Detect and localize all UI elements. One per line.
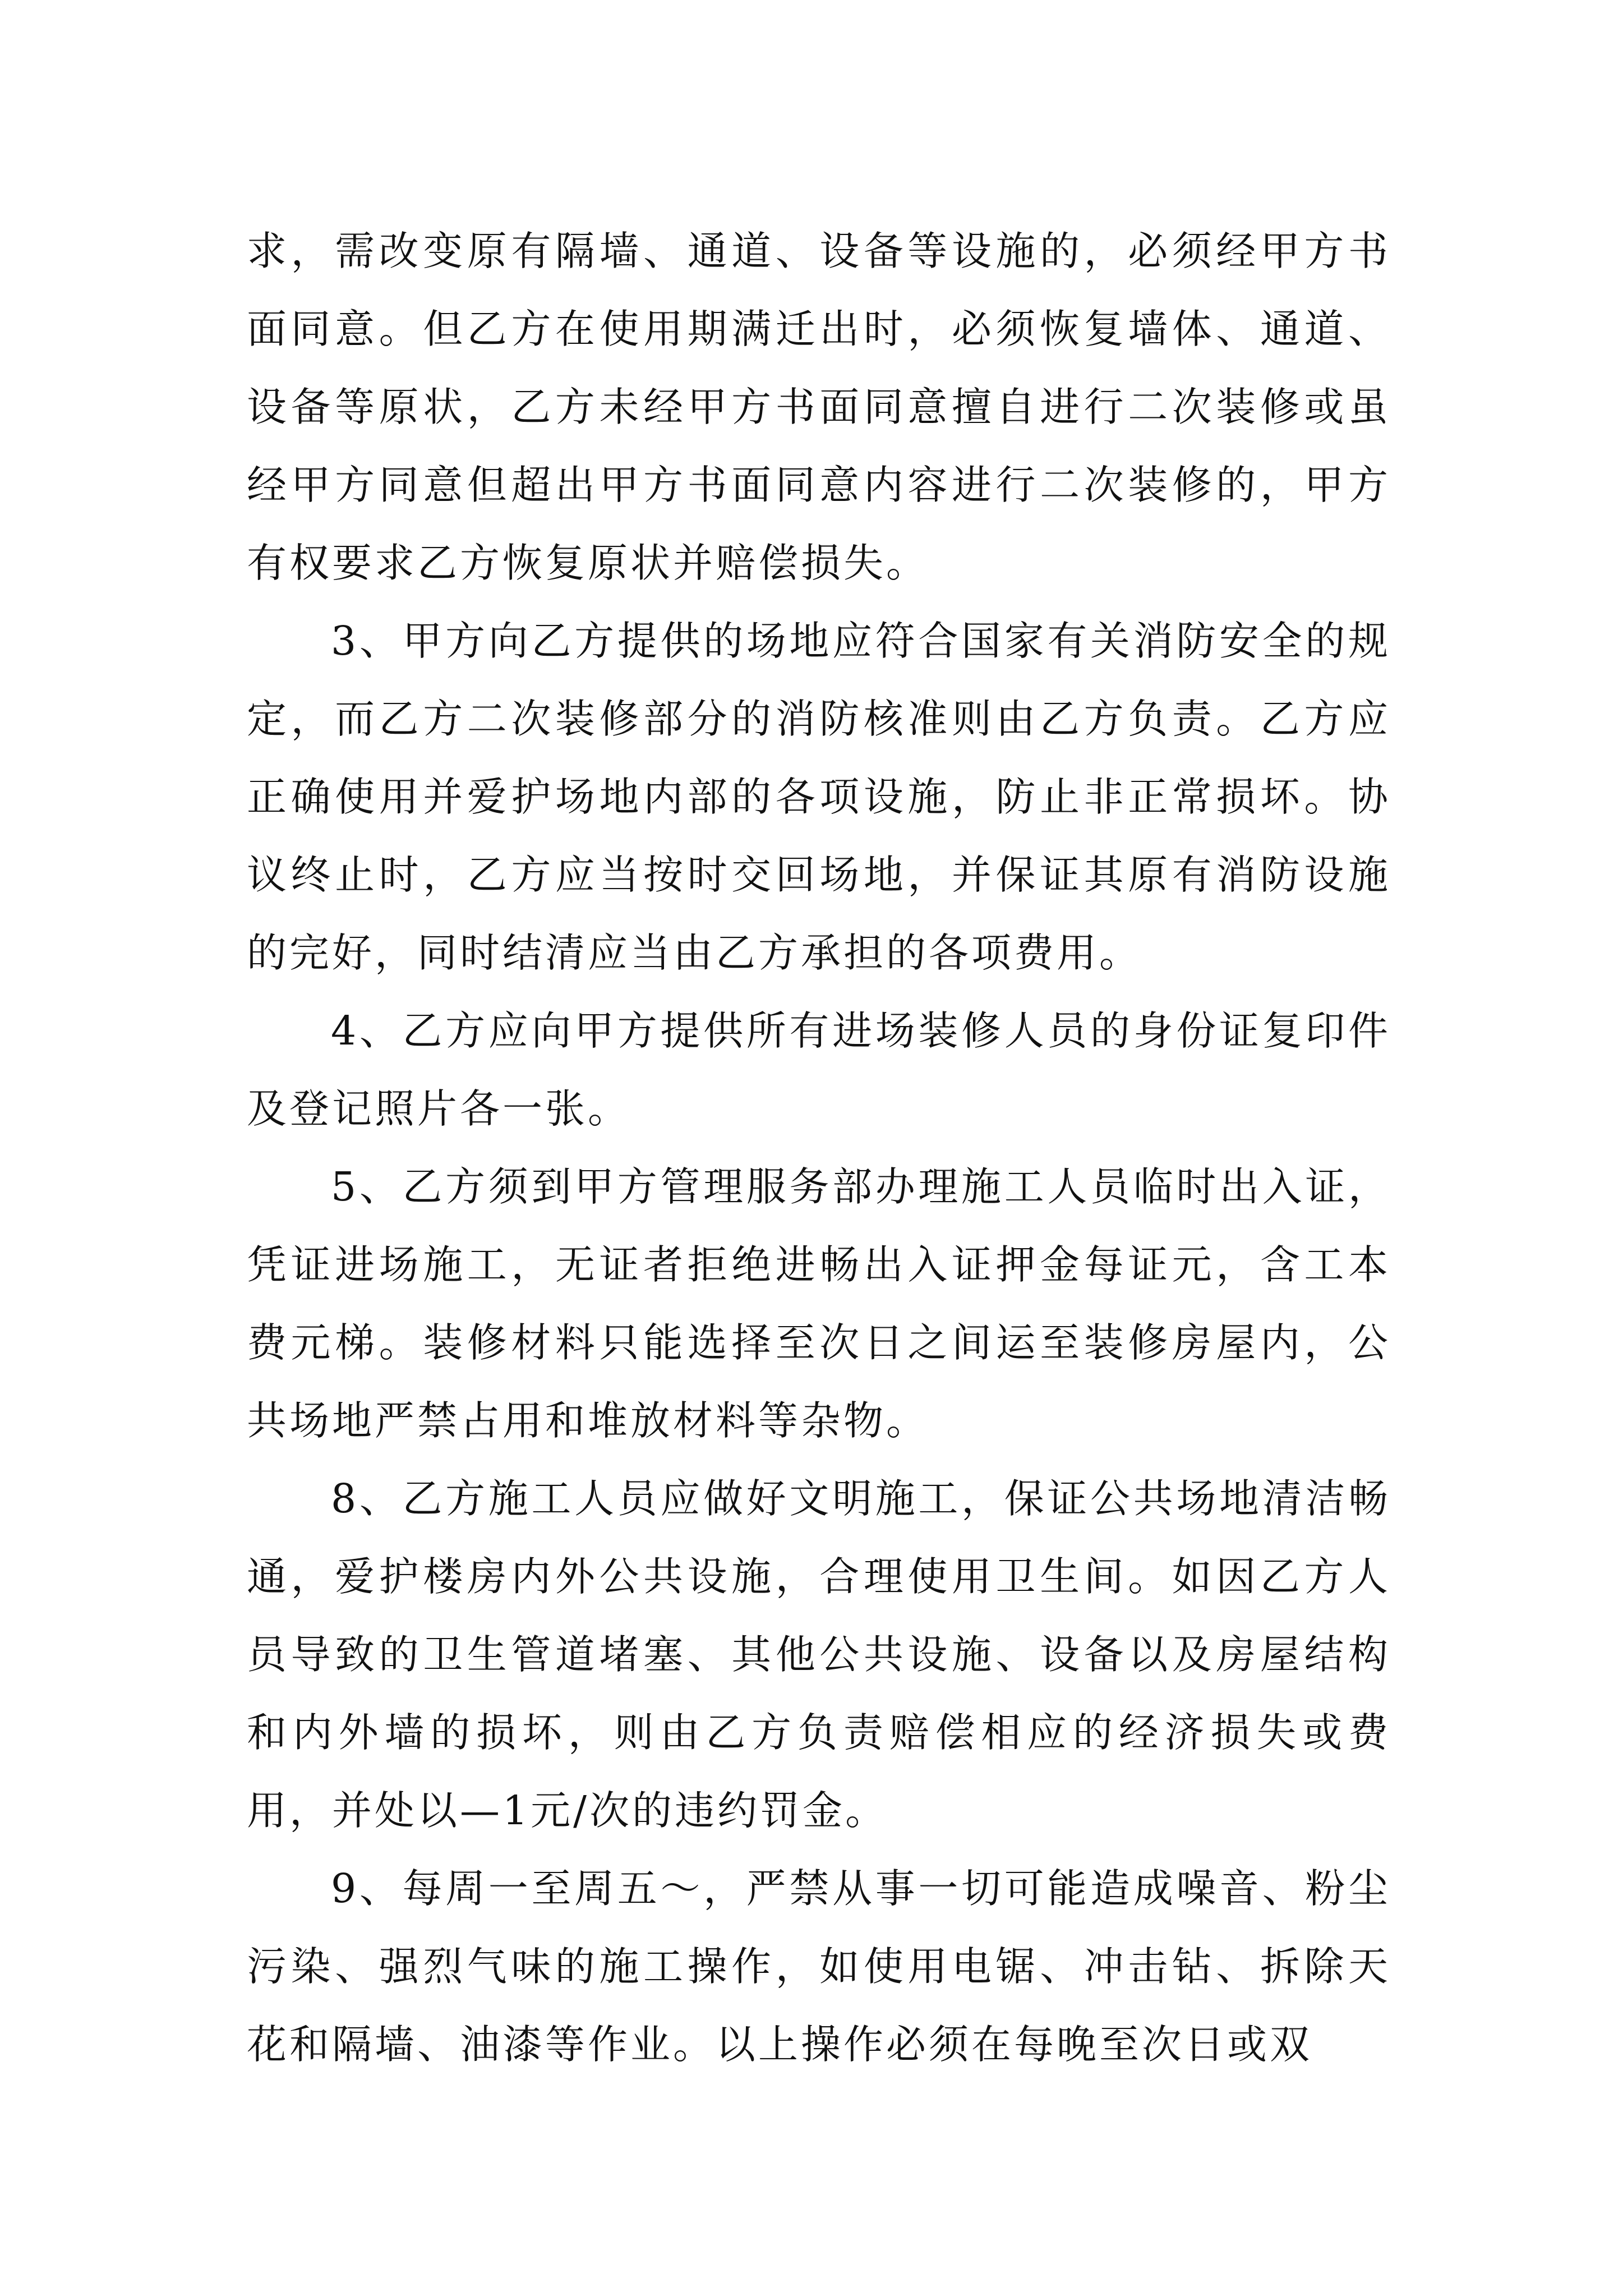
paragraph-clause-4: 4、乙方应向甲方提供所有进场装修人员的身份证复印件及登记照片各一张。 [247,1007,1391,1132]
paragraph-clause-9: 9、每周一至周五～，严禁从事一切可能造成噪音、粉尘污染、强烈气味的施工操作，如使用电锯、冲击钻、拆除天花和隔墙、油漆等作业。以上操作必须在每晚至次日或双 [247,1865,1391,2068]
paragraph-clause-5: 5、乙方须到甲方管理服务部办理施工人员临时出入证，凭证进场施工，无证者拒绝进畅出入证押金每证元，含工本费元梯。装修材料只能选择至次日之间运至装修房屋内，公共场地严禁占用和堆放材料等杂物。 [247,1163,1391,1444]
paragraph-clause-8: 8、乙方施工人员应做好文明施工，保证公共场地清洁畅通，爱护楼房内外公共设施，合理使用卫生间。如因乙方人员导致的卫生管道堵塞、其他公共设施、设备以及房屋结构和内外墙的损坏，则由乙方负责赔偿相应的经济损失或费用，并处以—1元/次的违约罚金。 [247,1475,1391,1834]
paragraph-continued: 求，需改变原有隔墙、通道、设备等设施的，必须经甲方书面同意。但乙方在使用期满迁出时，必须恢复墙体、通道、设备等原状，乙方未经甲方书面同意擅自进行二次装修或虽经甲方同意但超出甲方书面同意内容进行二次装修的，甲方有权要求乙方恢复原状并赔偿损失。 [247,228,1391,586]
paragraph-clause-3: 3、甲方向乙方提供的场地应符合国家有关消防安全的规定，而乙方二次装修部分的消防核准则由乙方负责。乙方应正确使用并爱护场地内部的各项设施，防止非正常损坏。协议终止时，乙方应当按时交回场地，并保证其原有消防设施的完好，同时结清应当由乙方承担的各项费用。 [247,618,1391,976]
document-body [247,212,1391,2083]
